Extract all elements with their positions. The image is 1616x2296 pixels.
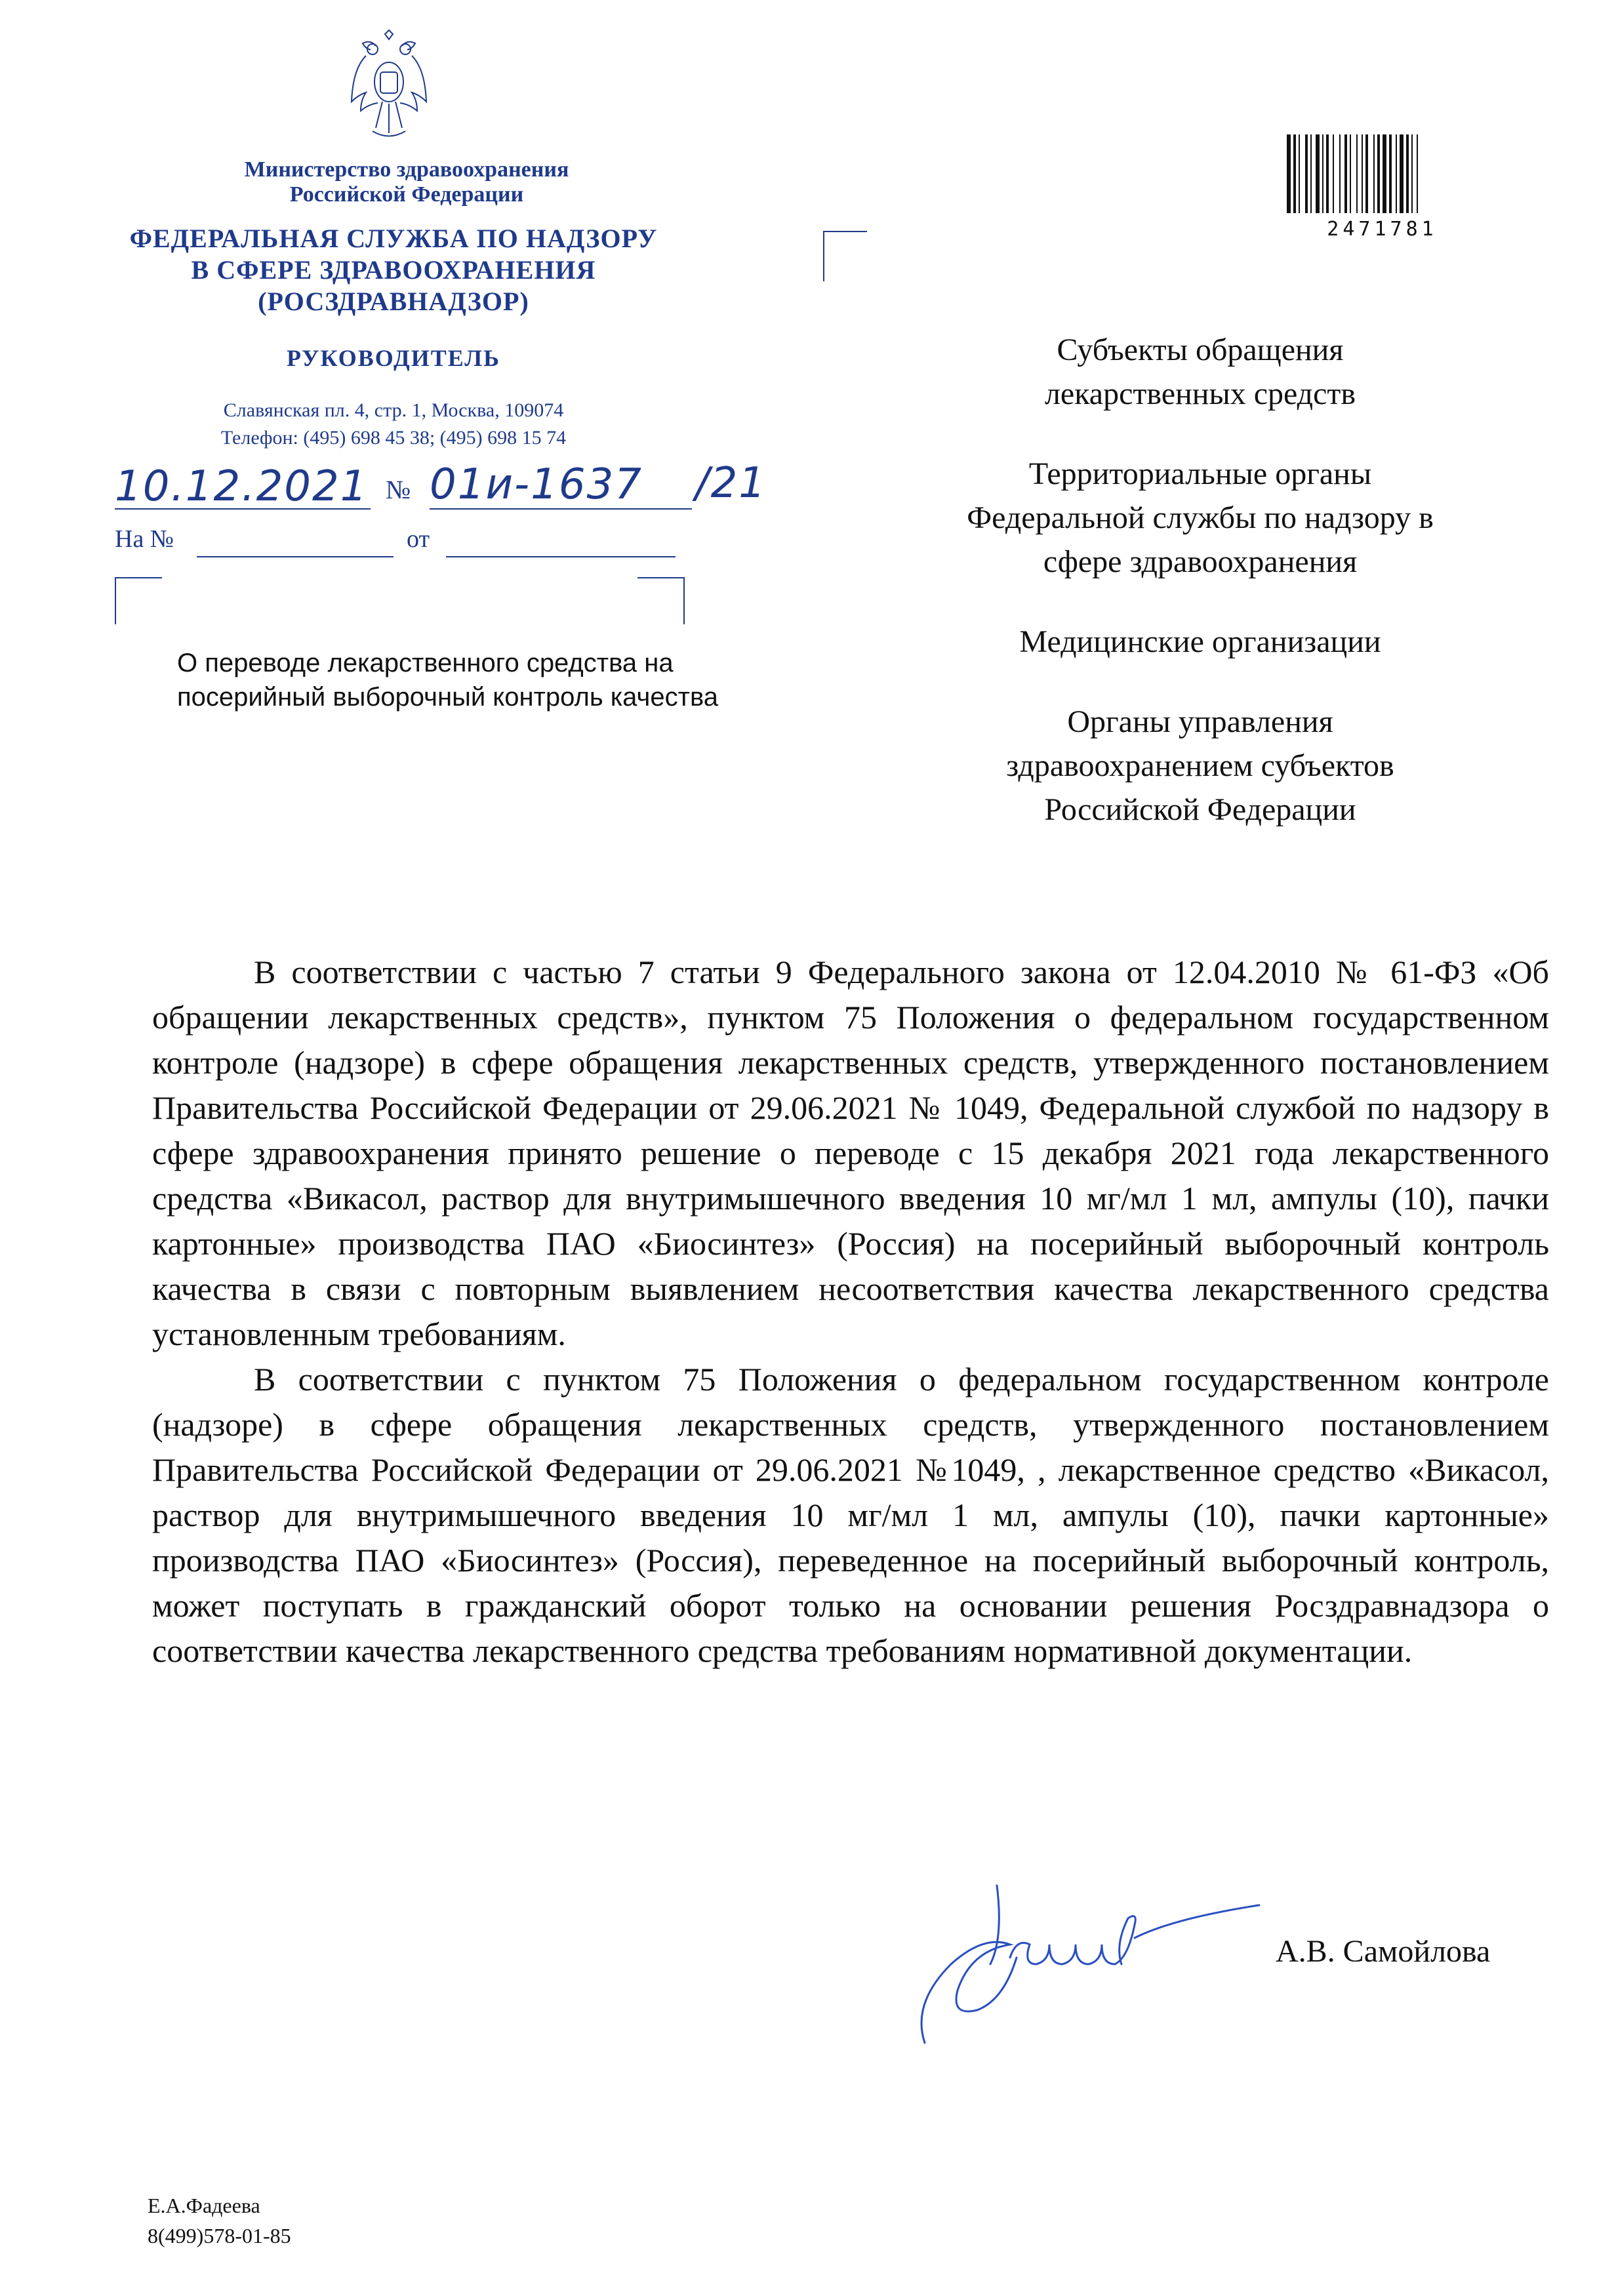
letter-body (152, 950, 1549, 1674)
reference-number-blank (197, 556, 394, 557)
address-corner-mark (823, 231, 867, 281)
handwritten-signature-icon (899, 1853, 1266, 2063)
number-sign: № (386, 475, 411, 504)
addressee-group (905, 620, 1495, 664)
addressee-group (905, 700, 1495, 832)
body-paragraph-1: В соответствии с частью 7 статьи 9 Федерального закона от 12.04.2010 № 61-ФЗ «Об обращении лекарственных средств», пунктом 75 Положения о федеральном государственном контроле (надзоре) в сфере обращения лекарственных средств, утвержденного постановлением Правительства Российской Федерации от 29.06.2021 № 1049, Федеральной службой по надзору в сфере здравоохранения принято решение о переводе с 15 декабря 2021 года лекарственного средства «Викасол, раствор для внутримышечного введения 10 мг/мл 1 мл, ампулы (10), пачки картонные» производства ПАО «Биосинтез» (Россия) на посерийный выборочный контроль качества в связи с повторным выявлением несоответствия качества лекарственного средства установленным требованиям. (152, 954, 1549, 1352)
head-title: РУКОВОДИТЕЛЬ (287, 345, 500, 371)
body-paragraph-2: В соответствии с пунктом 75 Положения о федеральном государственном контроле (надзоре) в сфере обращения лекарственных средств, утвержденного постановлением Правительства Российской Федерации от 29.06.2021 №1049, , лекарственное средство «Викасол, раствор для внутримышечного введения 10 мг/мл 1 мл, ампулы (10), пачки картонные» производства ПАО «Биосинтез» (Россия), переведенное на посерийный выборочный контроль, может поступать в гражданский оборот только на основании решения Росздравнадзора о соответствии качества лекарственного средства требованиям нормативной документации. (152, 1361, 1549, 1669)
barcode-icon (1285, 134, 1479, 213)
barcode-number: 2471781 (1327, 218, 1438, 241)
executor-name: Е.А.Фадеева (148, 2194, 260, 2217)
addressee-line: Субъекты обращения (1057, 332, 1344, 367)
registration-date: 10.12.2021 (115, 462, 369, 511)
executor-block (148, 2190, 291, 2251)
signer-name: А.В. Самойлова (1276, 1934, 1491, 1969)
date-underline (115, 508, 371, 510)
phone-line: Телефон: (495) 698 45 38; (495) 698 15 74 (220, 427, 567, 449)
ministry-name (184, 157, 630, 207)
addressee-line: Медицинские организации (1019, 624, 1381, 659)
subject-corner-right (637, 577, 685, 624)
subject-corner-left (115, 577, 162, 624)
addressee-group (905, 328, 1495, 416)
addressee-group (905, 452, 1495, 584)
addressee-line: сфере здравоохранения (1043, 544, 1358, 579)
executor-phone: 8(499)578-01-85 (148, 2224, 291, 2247)
service-line-3: (РОСЗДРАВНАДЗОР) (258, 287, 529, 316)
service-line-2: В СФЕРЕ ЗДРАВООХРАНЕНИЯ (191, 255, 596, 285)
addressee-line: здравоохранением субъектов (1006, 748, 1394, 783)
addressee-line: Российской Федерации (1044, 792, 1356, 827)
addressee-line: лекарственных средств (1044, 376, 1356, 411)
reference-date-blank (446, 556, 676, 557)
registration-year-suffix: /21 (695, 459, 767, 508)
service-name (92, 223, 695, 317)
addressee-line: Территориальные органы (1028, 456, 1372, 491)
address-block (92, 397, 695, 452)
addressee-list (905, 328, 1495, 868)
reference-from-label: от (407, 525, 430, 553)
addressee-line: Органы управления (1067, 704, 1333, 739)
number-underline (430, 508, 692, 510)
reference-prefix: На № (115, 525, 174, 553)
address-line: Славянская пл. 4, стр. 1, Москва, 109074 (223, 399, 564, 421)
addressee-line: Федеральной службы по надзору в (967, 500, 1434, 535)
ministry-line-1: Министерство здравоохранения (244, 157, 569, 182)
double-headed-eagle-emblem-icon (346, 26, 432, 151)
registration-number: 01и-1637 (430, 460, 643, 509)
service-line-1: ФЕДЕРАЛЬНАЯ СЛУЖБА ПО НАДЗОРУ (129, 224, 658, 253)
letter-subject: О переводе лекарственного средства на посерийный выборочный контроль качества (177, 649, 718, 712)
ministry-line-2: Российской Федерации (289, 182, 524, 207)
